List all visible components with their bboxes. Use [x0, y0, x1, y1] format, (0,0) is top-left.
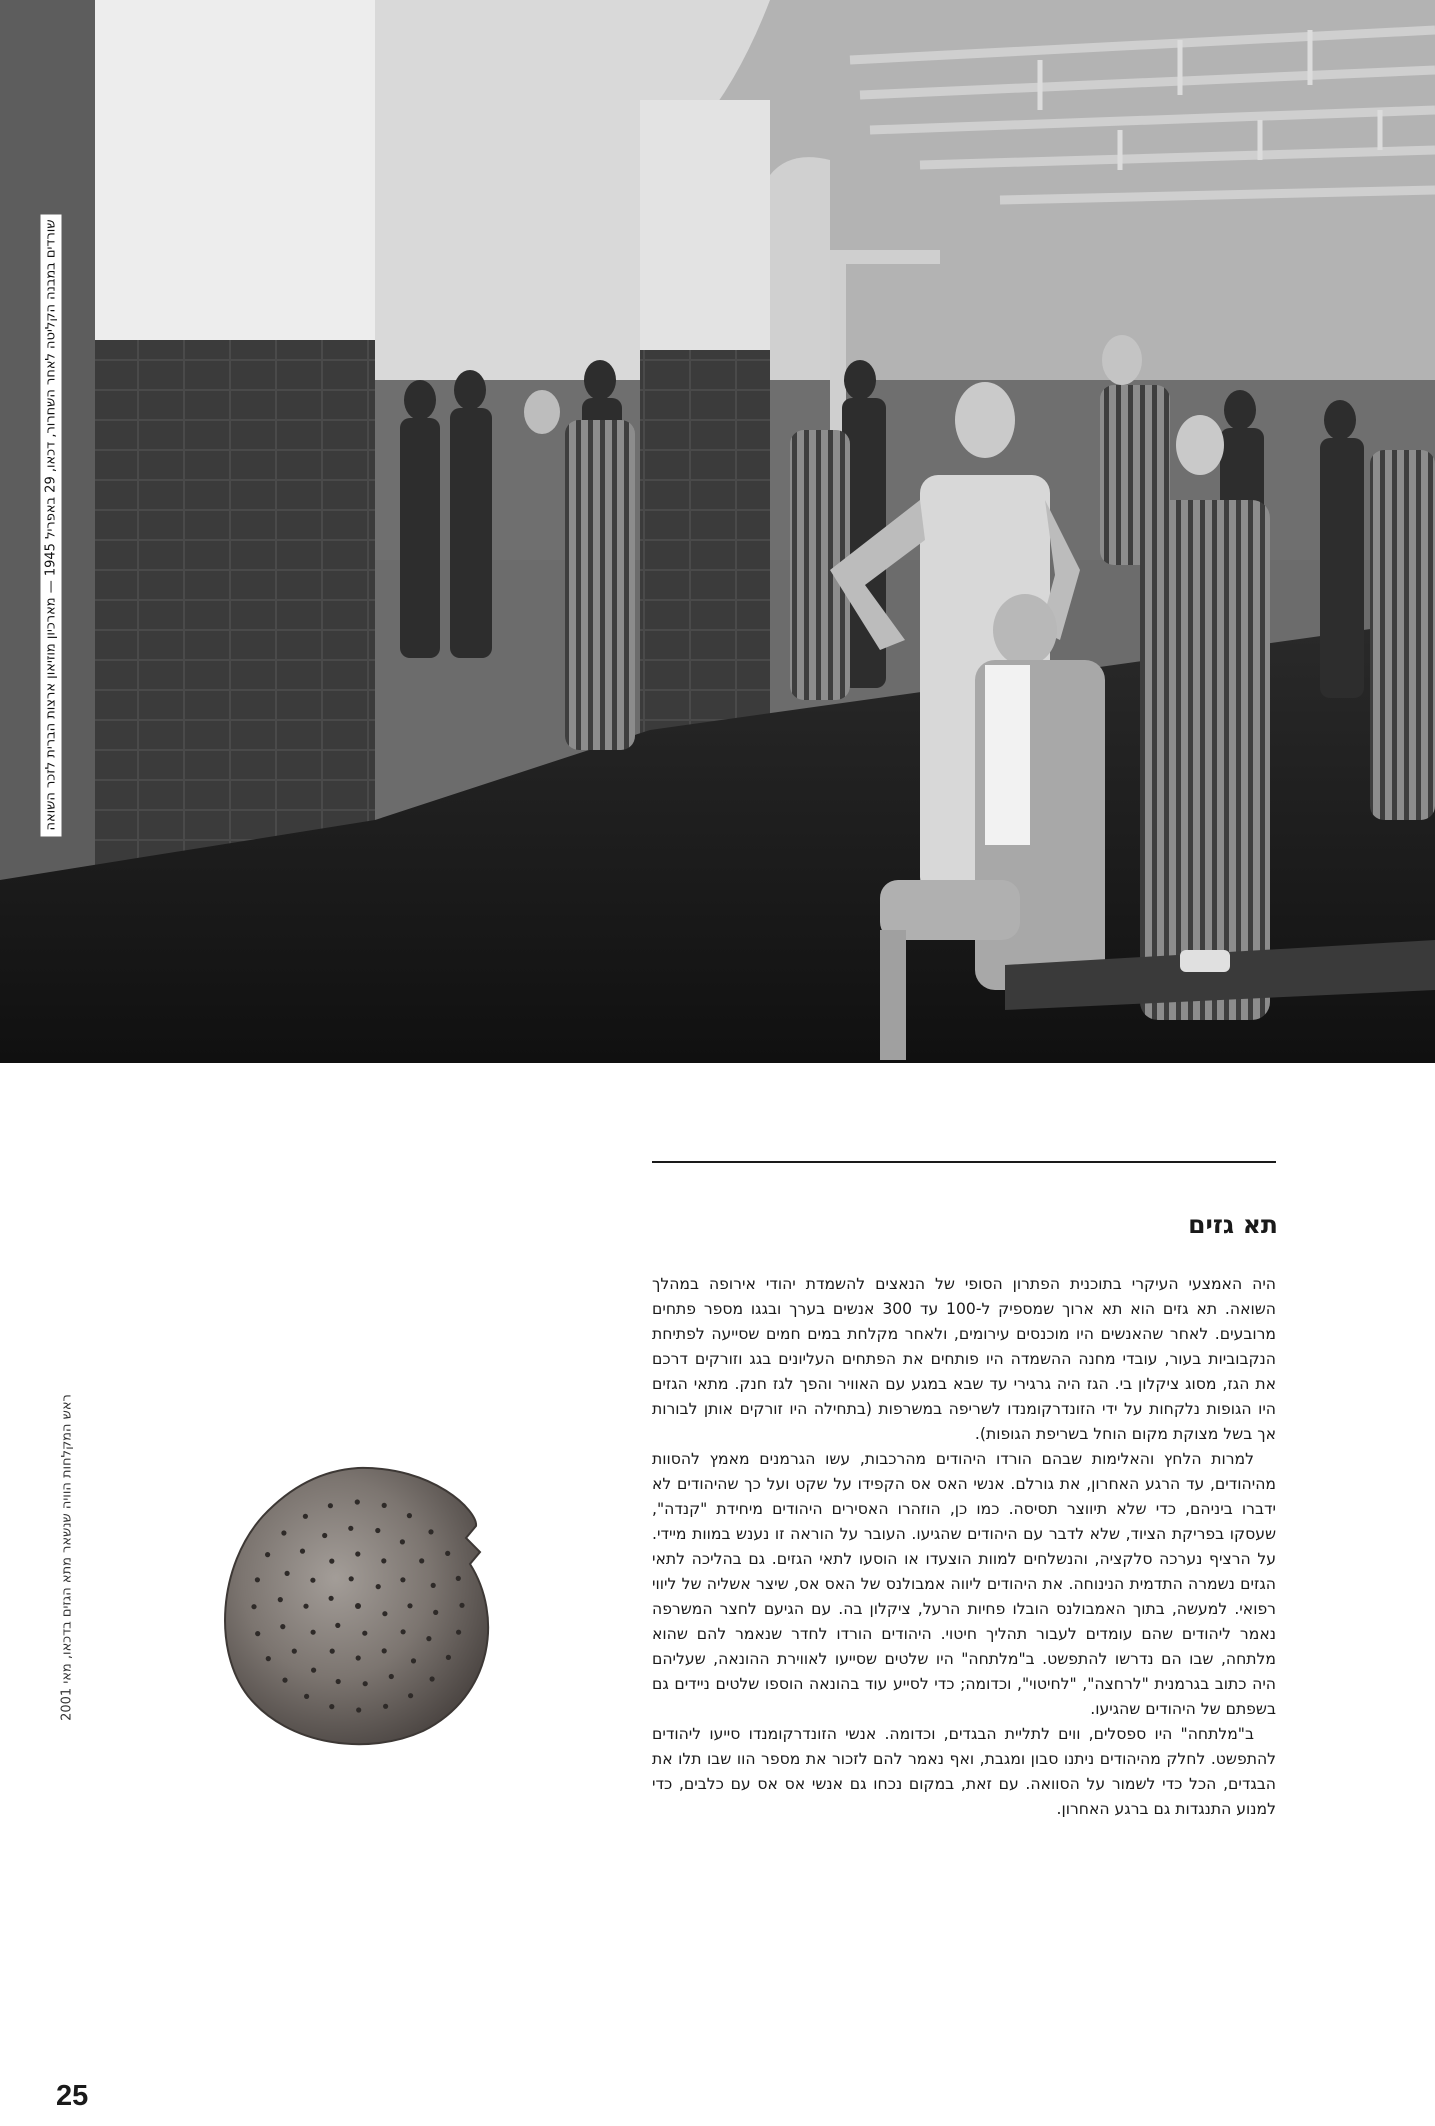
perforation-hole	[383, 1704, 388, 1709]
perforation-hole	[280, 1624, 285, 1629]
perforation-hole	[430, 1676, 435, 1681]
perforation-hole	[356, 1655, 361, 1660]
perforation-hole	[285, 1571, 290, 1576]
perforation-hole	[251, 1604, 256, 1609]
perforation-hole	[265, 1552, 270, 1557]
perforation-hole	[355, 1551, 360, 1556]
article-paragraph: היה האמצעי העיקרי בתוכנית הפתרון הסופי של הנאצים להשמדת יהודי אירופה במהלך השואה. תא גזים הוא תא ארוך שמספיק ל-100 עד 300 אנשים בערך ובגגו מספר פתחים מרובעים. לאחר שהאנשים היו מוכנסים עירומים, ולאחר מקלחת במים חמים שסייעה לפתיחת הנקבוביות בעור, עובדי מחנה ההשמדה היו פותחים את הפתחים העליונים בגג וזורקים דרכם את הגז, מסוג ציקלון בי. הגז היה גרגירי עד שבא במגע עם האוויר והפך לגז חנק. מתאי הגזים היו הגופות נלקחות על ידי הזונדרקומנדו לשריפה במשרפות (בתחילה היו זורקים אותן לבורות אך בשל מצוקת מקום הוחל בשריפת הגופות).	[652, 1275, 1276, 1443]
article-heading: תא גזים	[1188, 1210, 1278, 1239]
perforation-hole	[329, 1704, 334, 1709]
perforation-hole	[330, 1649, 335, 1654]
perforation-hole	[348, 1526, 353, 1531]
perforation-hole	[355, 1499, 360, 1504]
perforation-hole	[311, 1668, 316, 1673]
perforation-hole	[382, 1611, 387, 1616]
perforation-hole	[456, 1630, 461, 1635]
perforation-hole	[322, 1533, 327, 1538]
perforation-hole	[329, 1559, 334, 1564]
perforation-hole	[400, 1539, 405, 1544]
page-number: 25	[56, 2080, 89, 2112]
perforation-hole	[401, 1629, 406, 1634]
perforation-hole	[376, 1584, 381, 1589]
perforation-hole	[278, 1597, 283, 1602]
perforation-hole	[304, 1694, 309, 1699]
perforation-hole	[255, 1631, 260, 1636]
perforation-hole	[431, 1583, 436, 1588]
perforation-hole	[311, 1630, 316, 1635]
shower-head-illustration	[208, 1456, 508, 1756]
perforation-hole	[382, 1648, 387, 1653]
perforation-hole	[336, 1679, 341, 1684]
perforation-hole	[389, 1674, 394, 1679]
divider-line	[652, 1161, 1276, 1163]
perforation-hole	[349, 1576, 354, 1581]
artifact-caption: ראש המקלחות הוויה שנשאר מתא הגזים בדכאו, מאי 2001	[59, 1394, 75, 1721]
perforation-hole	[408, 1693, 413, 1698]
perforation-hole	[407, 1513, 412, 1518]
perforation-hole	[335, 1623, 340, 1628]
perforation-hole	[400, 1577, 405, 1582]
perforation-hole	[281, 1530, 286, 1535]
perforation-hole	[419, 1558, 424, 1563]
perforation-hole	[456, 1576, 461, 1581]
perforation-hole	[459, 1603, 464, 1608]
perforation-hole	[303, 1514, 308, 1519]
perforation-hole	[300, 1549, 305, 1554]
perforation-hole	[411, 1658, 416, 1663]
perforation-hole	[329, 1596, 334, 1601]
photo-caption: שורדים במבנה הקליטה לאחר השחרור, דכאו, 29 באפריל 1945 — מארכיון מוזיאון ארצות הברית לזכר השואה	[41, 215, 62, 837]
perforation-hole	[255, 1577, 260, 1582]
perforation-hole	[310, 1578, 315, 1583]
perforation-hole	[382, 1503, 387, 1508]
perforation-hole	[282, 1678, 287, 1683]
perforation-hole	[328, 1503, 333, 1508]
perforation-hole	[446, 1655, 451, 1660]
perforation-hole	[375, 1528, 380, 1533]
perforation-hole	[292, 1649, 297, 1654]
perforation-hole	[362, 1631, 367, 1636]
perforation-hole	[426, 1636, 431, 1641]
article-paragraph: למרות הלחץ והאלימות שבהם הורדו היהודים מהרכבות, עשו הגרמנים מאמץ להסוות מהיהודים, עד הרגע האחרון, את גורלם. אנשי האס אס הקפידו על שקט ועל כך שהיהודים לא ידברו ביניהם, כדי שלא תיווצר תסיסה. כמו כן, הוזהרו האסירים היהודים מיחידת "קנדה", שעסקו בפריקת הציוד, שלא לדבר עם היהודים שהגיעו. העובר על הוראה זו נענש במוות מיידי. על הרציף נערכה סלקציה, והנשלחים למוות הוצעדו או הוסעו לתאי הגזים. גם בהליכה לתאי הגזים נשמרה התדמית הנינוחה. את היהודים ליווה אמבולנס של האס אס, שיצר אשליה של ליווי רפואי. למעשה, בתוך האמבולנס הובלו פחיות הרעל, ציקלון בה. עם הגיעם לחצר המשרפה נאמר ליהודים שהם עומדים לעבור תהליך חיטוי. היהודים הורדו לחדר שנאמר להם שהוא מלתחה, שבו הם נדרשו להתפשט. ב"מלתחה" היו שלטים שסייעו לאווירת ההונאה, שעליהם היה כתוב בגרמנית "לרחצה", "לחיטוי", וכדומה; כדי לסייע עוד בהונאה הוספו שלטים ניידים גם בשפתם של היהודים שהגיעו.	[652, 1450, 1276, 1718]
perforation-hole	[356, 1707, 361, 1712]
perforation-hole	[363, 1681, 368, 1686]
perforation-hole	[381, 1558, 386, 1563]
perforation-hole	[303, 1604, 308, 1609]
perforation-hole	[428, 1529, 433, 1534]
shower-head-artifact-image	[208, 1456, 508, 1760]
article-body	[652, 1272, 1276, 1822]
perforation-hole	[445, 1551, 450, 1556]
perforation-hole	[407, 1603, 412, 1608]
article-paragraph: ב"מלתחה" היו ספסלים, ווים לתליית הבגדים, וכדומה. אנשי הזונדרקומנדו סייעו ליהודים להתפשט. לחלק מהיהודים ניתנו סבון ומגבת, ואף נאמר להם לזכור את מספר הוו שבו תלו את הבגדים, הכל כדי לשמור על הסוואה. עם זאת, במקום נכחו גם אנשי אס אס עם כלבים, כדי למנוע התנגדות גם ברגע האחרון.	[652, 1725, 1276, 1818]
perforation-hole	[433, 1610, 438, 1615]
perforation-hole	[266, 1656, 271, 1661]
